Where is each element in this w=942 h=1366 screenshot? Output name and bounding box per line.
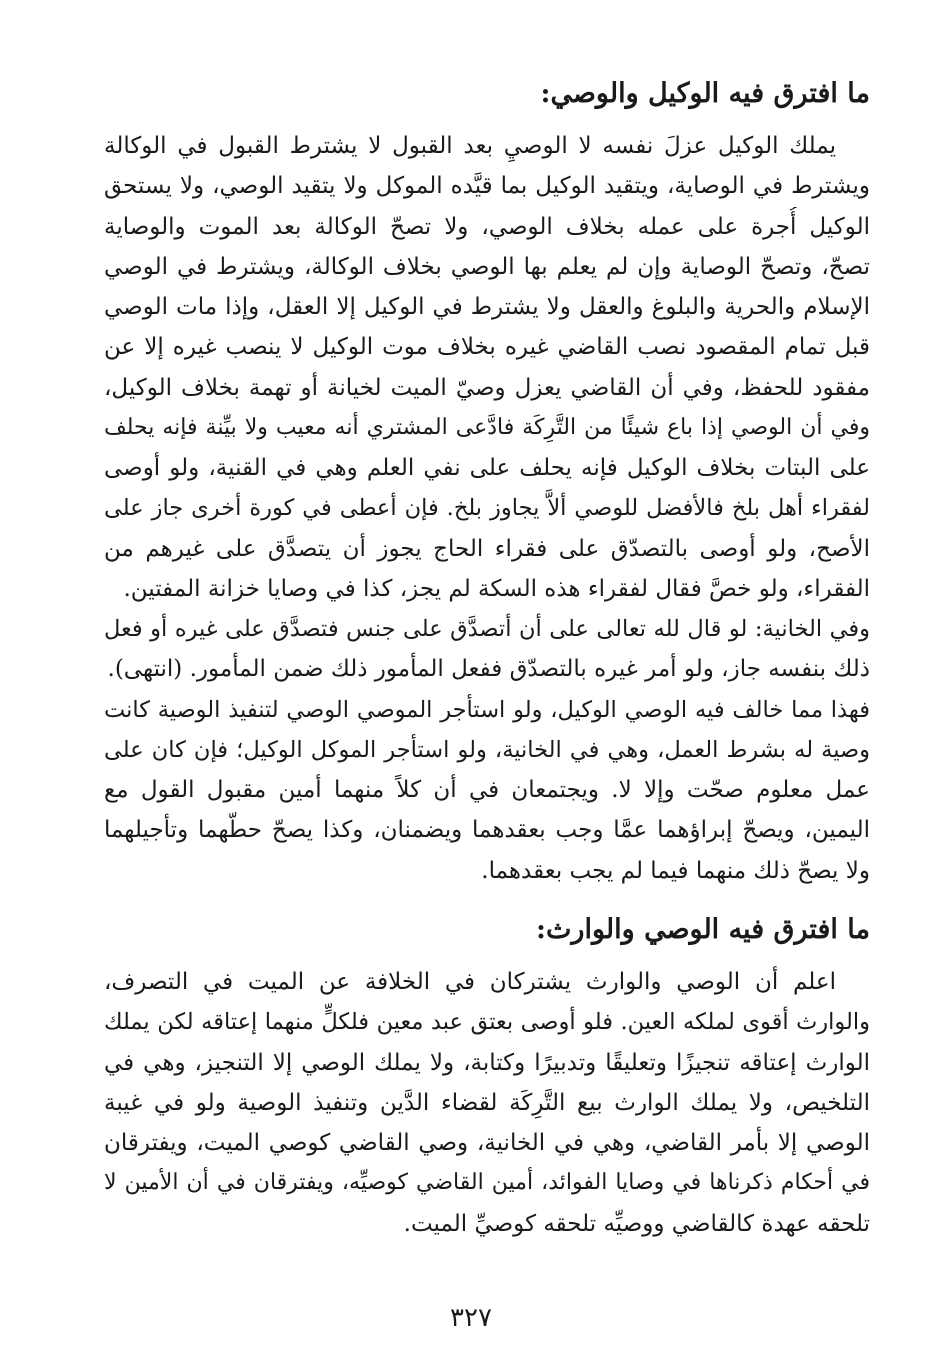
text-line: قبل تمام المقصود نصب القاضي غيره بخلاف موت الوكيل لا ينصب غيره إلا عن [104,334,870,361]
text-line: الفقراء، ولو خصَّ فقال لفقراء هذه السكة لم يجز، كذا في وصايا خزانة المفتين. [123,575,870,602]
text-line: ذلك بنفسه جاز، ولو أمر غيره بالتصدّق ففعل المأمور ذلك ضمن المأمور. (انتهى). [107,656,870,683]
text-line: ولا يصحّ ذلك منهما فيما لم يجب بعقدهما. [481,857,870,884]
page-number: ٣٢٧ [450,1303,492,1333]
section-body-agent-and-executor [104,126,870,891]
section-heading-agent-and-executor: ما افترق فيه الوكيل والوصي: [540,78,870,109]
text-line: على البتات بخلاف الوكيل فإنه يحلف على نفي العلم وهي في القنية، ولو أوصى [104,455,870,481]
text-line: مفقود للحفظ، وفي أن القاضي يعزل وصيّ الميت لخيانة أو تهمة بخلاف الوكيل، [104,374,870,401]
section-heading-executor-and-heir: ما افترق فيه الوصي والوارث: [536,914,870,945]
text-line: الوصي إلا بأمر القاضي، وهي في الخانية، وصي القاضي كوصي الميت، ويفترقان [104,1130,870,1156]
text-line: الوكيل أُجرة على عمله بخلاف الوصي، ولا تصحّ الوكالة بعد الموت والوصاية [104,213,870,240]
section-body-executor-and-heir [104,962,870,1244]
text-line: تلحقه عهدة كالقاضي ووصيِّه تلحقه كوصيِّ الميت. [403,1210,870,1237]
text-line: عمل معلوم صحّت وإلا لا. ويجتمعان في أن كلاً منهما أمين مقبول القول مع [104,777,870,803]
text-line: يملك الوكيل عزلَ نفسه لا الوصيِ بعد القبول لا يشترط القبول في الوكالة [104,133,836,159]
text-line: فهذا مما خالف فيه الوصي الوكيل، ولو استأجر الموصي الوصي لتنفيذ الوصية كانت [104,696,870,723]
text-line: ويشترط في الوصاية، ويتقيد الوكيل بما قيَّده الموكل ولا يتقيد الوصي، ولا يستحق [104,173,870,200]
text-line: في أحكام ذكرناها في وصايا الفوائد، أمين القاضي كوصيِّه، ويفترقان في أن الأمين لا [104,1170,870,1196]
text-line: وصية له بشرط العمل، وهي في الخانية، ولو استأجر الموكل الوكيل؛ فإن كان على [104,736,870,763]
text-line: اعلم أن الوصي والوارث يشتركان في الخلافة عن الميت في التصرف، [104,969,837,995]
text-line: لفقراء أهل بلخ فالأفضل للوصي ألاَّ يجاوز بلخ. فإن أعطى في كورة أخرى جاز على [104,495,870,522]
text-line: والوارث أقوى لملكه العين. فلو أوصى بعتق عبد معين فلكلٍّ منهما إعتاقه لكن يملك [104,1009,870,1036]
text-line: الأصح، ولو أوصى بالتصدّق على فقراء الحاج يجوز أن يتصدَّق على غيرهم من [104,535,870,562]
text-line: وفي أن الوصي إذا باع شيئًا من التَّرِكَة فادَّعى المشتري أنه معيب ولا بيِّنة فإنه يحلف [104,414,870,440]
text-line: الوارث إعتاقه تنجيزًا وتعليقًا وتدبيرًا وكتابة، ولا يملك الوصي إلا التنجيز، وهي في [104,1049,870,1076]
text-line: تصحّ، وتصحّ الوصاية وإن لم يعلم بها الوصي بخلاف الوكالة، ويشترط في الوصي [104,253,870,280]
text-line: اليمين، ويصحّ إبراؤهما عمَّا وجب بعقدهما ويضمنان، وكذا يصحّ حطّهما وتأجيلهما [104,817,870,844]
text-line: التلخيص، ولا يملك الوارث بيع التَّرِكَة لقضاء الدَّين وتنفيذ الوصية ولو في غيبة [104,1089,870,1116]
text-line: الإسلام والحرية والبلوغ والعقل ولا يشترط في الوكيل إلا العقل، وإذا مات الوصي [104,294,870,320]
text-line: وفي الخانية: لو قال لله تعالى على أن أتصدَّق على جنس فتصدَّق على غيره أو فعل [104,616,870,642]
